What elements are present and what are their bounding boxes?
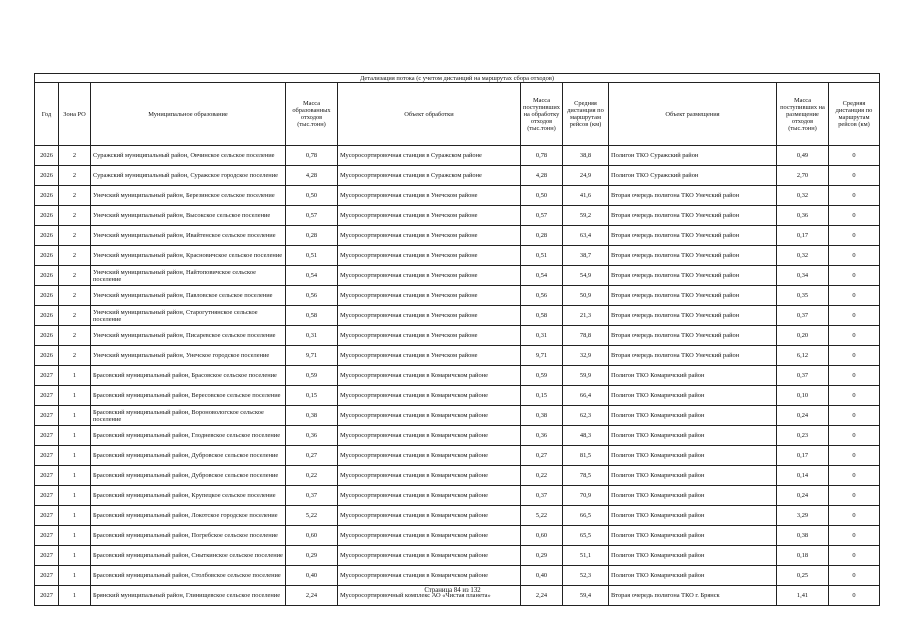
cell-avg-distance-placement: 0 [829,406,880,426]
cell-avg-distance-processing: 52,3 [563,566,609,586]
cell-mass-generated: 0,78 [286,146,338,166]
cell-mass-to-placement: 0,34 [777,266,829,286]
cell-year: 2026 [35,206,59,226]
cell-year: 2026 [35,146,59,166]
cell-mass-generated: 0,54 [286,266,338,286]
cell-avg-distance-placement: 0 [829,506,880,526]
cell-avg-distance-processing: 24,9 [563,166,609,186]
table-row [35,546,880,566]
cell-mass-generated: 0,29 [286,546,338,566]
cell-avg-distance-processing: 48,3 [563,426,609,446]
cell-mass-to-placement: 0,14 [777,466,829,486]
cell-zone: 1 [59,386,91,406]
cell-mass-to-placement: 0,32 [777,246,829,266]
cell-zone: 1 [59,406,91,426]
cell-processing-object: Мусоросортировочная станция в Комаричском районе [338,446,521,466]
cell-mass-to-placement: 2,70 [777,166,829,186]
cell-year: 2026 [35,226,59,246]
cell-avg-distance-processing: 70,9 [563,486,609,506]
cell-mass-to-processing: 0,22 [521,466,563,486]
cell-municipality: Брасовский муниципальный район, Сныткинское сельское поселение [91,546,286,566]
cell-mass-to-placement: 3,29 [777,506,829,526]
cell-avg-distance-placement: 0 [829,306,880,326]
cell-avg-distance-processing: 59,2 [563,206,609,226]
cell-avg-distance-placement: 0 [829,246,880,266]
cell-mass-generated: 5,22 [286,506,338,526]
cell-mass-to-processing: 0,51 [521,246,563,266]
table-caption-row [35,74,880,83]
cell-mass-to-placement: 0,37 [777,366,829,386]
cell-mass-to-placement: 0,23 [777,426,829,446]
cell-mass-to-placement: 0,10 [777,386,829,406]
cell-avg-distance-placement: 0 [829,426,880,446]
cell-year: 2027 [35,586,59,606]
cell-mass-to-placement: 0,49 [777,146,829,166]
cell-avg-distance-placement: 0 [829,206,880,226]
cell-municipality: Брасовский муниципальный район, Дубровское сельское поселение [91,446,286,466]
cell-avg-distance-placement: 0 [829,526,880,546]
cell-mass-generated: 0,22 [286,466,338,486]
table-row [35,506,880,526]
cell-zone: 2 [59,266,91,286]
table-row [35,306,880,326]
cell-year: 2027 [35,366,59,386]
cell-municipality: Брасовский муниципальный район, Локотское городское поселение [91,506,286,526]
cell-processing-object: Мусоросортировочная станция в Комаричском районе [338,426,521,446]
cell-year: 2026 [35,246,59,266]
cell-avg-distance-placement: 0 [829,586,880,606]
cell-processing-object: Мусоросортировочная станция в Унечском районе [338,226,521,246]
cell-placement-object: Полигон ТКО Комаричский район [609,426,777,446]
cell-placement-object: Полигон ТКО Комаричский район [609,506,777,526]
cell-zone: 1 [59,426,91,446]
cell-municipality: Брасовский муниципальный район, Вересовское сельское поселение [91,386,286,406]
cell-year: 2027 [35,526,59,546]
cell-avg-distance-processing: 38,8 [563,146,609,166]
cell-avg-distance-placement: 0 [829,146,880,166]
cell-year: 2026 [35,166,59,186]
cell-placement-object: Полигон ТКО Комаричский район [609,546,777,566]
cell-processing-object: Мусоросортировочная станция в Комаричском районе [338,366,521,386]
cell-mass-to-processing: 0,28 [521,226,563,246]
cell-mass-generated: 0,28 [286,226,338,246]
cell-placement-object: Вторая очередь полигона ТКО Унечский район [609,206,777,226]
cell-municipality: Унечский муниципальный район, Старогутнянское сельское поселение [91,306,286,326]
table-row [35,226,880,246]
cell-placement-object: Вторая очередь полигона ТКО Унечский район [609,266,777,286]
cell-mass-to-processing: 2,24 [521,586,563,606]
cell-mass-to-processing: 0,54 [521,266,563,286]
cell-mass-generated: 0,56 [286,286,338,306]
cell-avg-distance-processing: 62,3 [563,406,609,426]
cell-mass-to-processing: 0,60 [521,526,563,546]
table-caption: Детализация потока (с учетом дистанций на маршрутах сбора отходов) [35,74,880,83]
table-body [35,146,880,606]
cell-mass-generated: 0,50 [286,186,338,206]
cell-placement-object: Полигон ТКО Суражский район [609,166,777,186]
cell-processing-object: Мусоросортировочная станция в Унечском районе [338,186,521,206]
cell-year: 2026 [35,346,59,366]
table-row [35,186,880,206]
table-row [35,446,880,466]
table-header-row [35,83,880,146]
cell-mass-generated: 9,71 [286,346,338,366]
cell-mass-generated: 0,60 [286,526,338,546]
cell-placement-object: Вторая очередь полигона ТКО г. Брянск [609,586,777,606]
cell-avg-distance-placement: 0 [829,326,880,346]
cell-year: 2026 [35,186,59,206]
cell-zone: 1 [59,566,91,586]
cell-mass-to-placement: 0,38 [777,526,829,546]
cell-mass-to-processing: 0,27 [521,446,563,466]
cell-processing-object: Мусоросортировочная станция в Комаричском районе [338,386,521,406]
cell-mass-to-placement: 0,36 [777,206,829,226]
cell-processing-object: Мусоросортировочная станция в Комаричском районе [338,486,521,506]
cell-avg-distance-placement: 0 [829,386,880,406]
cell-year: 2026 [35,286,59,306]
cell-year: 2026 [35,266,59,286]
cell-placement-object: Полигон ТКО Комаричский район [609,566,777,586]
table-row [35,266,880,286]
cell-year: 2027 [35,466,59,486]
cell-processing-object: Мусоросортировочная станция в Комаричском районе [338,406,521,426]
cell-zone: 2 [59,246,91,266]
cell-zone: 2 [59,326,91,346]
cell-mass-generated: 0,57 [286,206,338,226]
table-row [35,466,880,486]
cell-mass-to-processing: 0,31 [521,326,563,346]
cell-avg-distance-processing: 78,5 [563,466,609,486]
cell-mass-to-placement: 0,25 [777,566,829,586]
cell-avg-distance-placement: 0 [829,446,880,466]
flow-detail-table [34,73,880,606]
cell-mass-generated: 0,51 [286,246,338,266]
cell-avg-distance-placement: 0 [829,486,880,506]
cell-processing-object: Мусоросортировочная станция в Унечском районе [338,306,521,326]
cell-mass-generated: 4,28 [286,166,338,186]
cell-year: 2027 [35,486,59,506]
cell-mass-to-placement: 6,12 [777,346,829,366]
cell-zone: 1 [59,546,91,566]
cell-municipality: Унечский муниципальный район, Ивайтенское сельское поселение [91,226,286,246]
table-row [35,206,880,226]
cell-placement-object: Полигон ТКО Комаричский район [609,526,777,546]
cell-municipality: Суражский муниципальный район, Овчинское сельское поселение [91,146,286,166]
cell-mass-to-placement: 0,17 [777,446,829,466]
cell-avg-distance-processing: 38,7 [563,246,609,266]
cell-placement-object: Полигон ТКО Комаричский район [609,486,777,506]
cell-processing-object: Мусоросортировочная станция в Унечском районе [338,246,521,266]
cell-avg-distance-placement: 0 [829,226,880,246]
cell-mass-to-processing: 5,22 [521,506,563,526]
cell-avg-distance-processing: 66,4 [563,386,609,406]
cell-mass-generated: 0,40 [286,566,338,586]
cell-zone: 2 [59,146,91,166]
table-row [35,326,880,346]
cell-mass-to-processing: 0,37 [521,486,563,506]
cell-placement-object: Вторая очередь полигона ТКО Унечский район [609,246,777,266]
cell-zone: 2 [59,226,91,246]
cell-avg-distance-processing: 32,9 [563,346,609,366]
cell-mass-to-placement: 0,24 [777,486,829,506]
header-processing-object: Объект обработки [338,83,521,146]
cell-mass-generated: 0,27 [286,446,338,466]
cell-avg-distance-processing: 54,9 [563,266,609,286]
page-number: Страница 84 из 132 [424,587,481,594]
cell-mass-to-processing: 0,58 [521,306,563,326]
cell-municipality: Брасовский муниципальный район, Дубровское сельское поселение [91,466,286,486]
cell-mass-to-processing: 0,56 [521,286,563,306]
cell-placement-object: Вторая очередь полигона ТКО Унечский район [609,186,777,206]
cell-avg-distance-processing: 51,1 [563,546,609,566]
cell-mass-generated: 2,24 [286,586,338,606]
cell-year: 2027 [35,506,59,526]
cell-mass-to-processing: 4,28 [521,166,563,186]
cell-avg-distance-placement: 0 [829,186,880,206]
header-avg-distance-processing: Средняя дистанция по маршрутам рейсов (км) [563,83,609,146]
cell-municipality: Брасовский муниципальный район, Глодневское сельское поселение [91,426,286,446]
header-mass-to-placement: Масса поступивших на размещение отходов (тыс.тонн) [777,83,829,146]
cell-processing-object: Мусоросортировочная станция в Унечском районе [338,346,521,366]
cell-mass-generated: 0,31 [286,326,338,346]
cell-year: 2027 [35,566,59,586]
cell-mass-to-placement: 0,32 [777,186,829,206]
header-year: Год [35,83,59,146]
cell-zone: 2 [59,166,91,186]
cell-municipality: Брасовский муниципальный район, Погребское сельское поселение [91,526,286,546]
cell-placement-object: Полигон ТКО Комаричский район [609,446,777,466]
cell-zone: 2 [59,186,91,206]
cell-zone: 1 [59,366,91,386]
cell-avg-distance-placement: 0 [829,466,880,486]
table-row [35,346,880,366]
header-mass-generated: Масса образованных отходов (тыс.тонн) [286,83,338,146]
cell-mass-to-processing: 0,78 [521,146,563,166]
header-zone: Зона РО [59,83,91,146]
cell-zone: 1 [59,586,91,606]
cell-mass-generated: 0,38 [286,406,338,426]
cell-year: 2027 [35,426,59,446]
cell-mass-to-processing: 0,15 [521,386,563,406]
cell-placement-object: Вторая очередь полигона ТКО Унечский район [609,286,777,306]
cell-mass-to-processing: 0,36 [521,426,563,446]
cell-avg-distance-placement: 0 [829,346,880,366]
cell-avg-distance-processing: 59,9 [563,366,609,386]
cell-mass-to-processing: 0,59 [521,366,563,386]
cell-year: 2027 [35,546,59,566]
cell-avg-distance-processing: 41,6 [563,186,609,206]
cell-placement-object: Полигон ТКО Комаричский район [609,386,777,406]
cell-processing-object: Мусоросортировочная станция в Комаричском районе [338,466,521,486]
cell-mass-generated: 0,59 [286,366,338,386]
cell-mass-to-processing: 0,29 [521,546,563,566]
cell-zone: 1 [59,466,91,486]
table-row [35,406,880,426]
table-row [35,566,880,586]
cell-zone: 2 [59,206,91,226]
cell-processing-object: Мусоросортировочная станция в Унечском районе [338,206,521,226]
table-row [35,246,880,266]
cell-mass-to-placement: 0,37 [777,306,829,326]
cell-avg-distance-placement: 0 [829,266,880,286]
cell-processing-object: Мусоросортировочная станция в Комаричском районе [338,526,521,546]
cell-processing-object: Мусоросортировочная станция в Суражском районе [338,166,521,186]
cell-year: 2026 [35,306,59,326]
cell-municipality: Брасовский муниципальный район, Вороновологское сельское поселение [91,406,286,426]
cell-municipality: Брасовский муниципальный район, Столбовское сельское поселение [91,566,286,586]
cell-year: 2027 [35,386,59,406]
cell-zone: 2 [59,286,91,306]
cell-mass-to-placement: 0,24 [777,406,829,426]
cell-processing-object: Мусоросортировочная станция в Комаричском районе [338,566,521,586]
cell-mass-to-processing: 0,57 [521,206,563,226]
cell-mass-generated: 0,36 [286,426,338,446]
cell-mass-generated: 0,15 [286,386,338,406]
cell-zone: 1 [59,526,91,546]
cell-mass-to-processing: 0,50 [521,186,563,206]
cell-mass-to-processing: 0,38 [521,406,563,426]
cell-avg-distance-processing: 21,3 [563,306,609,326]
header-municipality: Муниципальное образование [91,83,286,146]
table-row [35,286,880,306]
cell-processing-object: Мусоросортировочная станция в Унечском районе [338,286,521,306]
cell-placement-object: Вторая очередь полигона ТКО Унечский район [609,306,777,326]
cell-municipality: Суражский муниципальный район, Суражское городское поселение [91,166,286,186]
cell-placement-object: Полигон ТКО Комаричский район [609,466,777,486]
cell-mass-to-processing: 9,71 [521,346,563,366]
cell-municipality: Унечский муниципальный район, Березинское сельское поселение [91,186,286,206]
table-row [35,386,880,406]
cell-zone: 2 [59,346,91,366]
cell-municipality: Унечский муниципальный район, Красновичское сельское поселение [91,246,286,266]
cell-avg-distance-placement: 0 [829,166,880,186]
cell-processing-object: Мусоросортировочная станция в Унечском районе [338,326,521,346]
cell-avg-distance-processing: 66,5 [563,506,609,526]
cell-zone: 1 [59,446,91,466]
cell-year: 2027 [35,446,59,466]
cell-municipality: Брасовский муниципальный район, Крупецкое сельское поселение [91,486,286,506]
cell-processing-object: Мусоросортировочный комплекс АО «Чистая планета» [338,586,521,606]
table-row [35,526,880,546]
cell-avg-distance-processing: 78,8 [563,326,609,346]
cell-mass-to-placement: 0,17 [777,226,829,246]
cell-placement-object: Полигон ТКО Комаричский район [609,366,777,386]
table-row [35,146,880,166]
cell-municipality: Брянский муниципальный район, Глинищевское сельское поселение [91,586,286,606]
cell-mass-to-placement: 0,18 [777,546,829,566]
cell-zone: 2 [59,306,91,326]
table-row [35,426,880,446]
cell-avg-distance-processing: 59,4 [563,586,609,606]
cell-processing-object: Мусоросортировочная станция в Комаричском районе [338,546,521,566]
cell-municipality: Унечский муниципальный район, Павловское сельское поселение [91,286,286,306]
cell-mass-to-processing: 0,40 [521,566,563,586]
cell-municipality: Унечский муниципальный район, Унечское городское поселение [91,346,286,366]
cell-avg-distance-processing: 63,4 [563,226,609,246]
cell-placement-object: Вторая очередь полигона ТКО Унечский район [609,326,777,346]
cell-mass-to-placement: 0,20 [777,326,829,346]
header-avg-distance-placement: Средняя дистанция по маршрутам рейсов (км) [829,83,880,146]
cell-processing-object: Мусоросортировочная станция в Суражском районе [338,146,521,166]
cell-zone: 1 [59,506,91,526]
cell-year: 2026 [35,326,59,346]
cell-municipality: Унечский муниципальный район, Высокское сельское поселение [91,206,286,226]
header-mass-to-processing: Масса поступивших на обработку отходов (тыс.тонн) [521,83,563,146]
cell-avg-distance-processing: 65,5 [563,526,609,546]
cell-placement-object: Вторая очередь полигона ТКО Унечский район [609,226,777,246]
cell-processing-object: Мусоросортировочная станция в Комаричском районе [338,506,521,526]
cell-year: 2027 [35,406,59,426]
table-row [35,366,880,386]
cell-processing-object: Мусоросортировочная станция в Унечском районе [338,266,521,286]
cell-avg-distance-placement: 0 [829,286,880,306]
cell-mass-to-placement: 1,41 [777,586,829,606]
cell-placement-object: Полигон ТКО Комаричский район [609,406,777,426]
cell-mass-to-placement: 0,35 [777,286,829,306]
cell-placement-object: Полигон ТКО Суражский район [609,146,777,166]
table-row [35,486,880,506]
cell-avg-distance-placement: 0 [829,546,880,566]
cell-mass-generated: 0,37 [286,486,338,506]
header-placement-object: Объект размещения [609,83,777,146]
cell-zone: 1 [59,486,91,506]
cell-municipality: Брасовский муниципальный район, Брасовское сельское поселение [91,366,286,386]
cell-avg-distance-processing: 81,5 [563,446,609,466]
cell-mass-generated: 0,58 [286,306,338,326]
cell-avg-distance-processing: 50,9 [563,286,609,306]
table-row [35,166,880,186]
cell-avg-distance-placement: 0 [829,566,880,586]
cell-placement-object: Вторая очередь полигона ТКО Унечский район [609,346,777,366]
cell-avg-distance-placement: 0 [829,366,880,386]
cell-municipality: Унечский муниципальный район, Найтоповичское сельское поселение [91,266,286,286]
cell-municipality: Унечский муниципальный район, Писаревское сельское поселение [91,326,286,346]
